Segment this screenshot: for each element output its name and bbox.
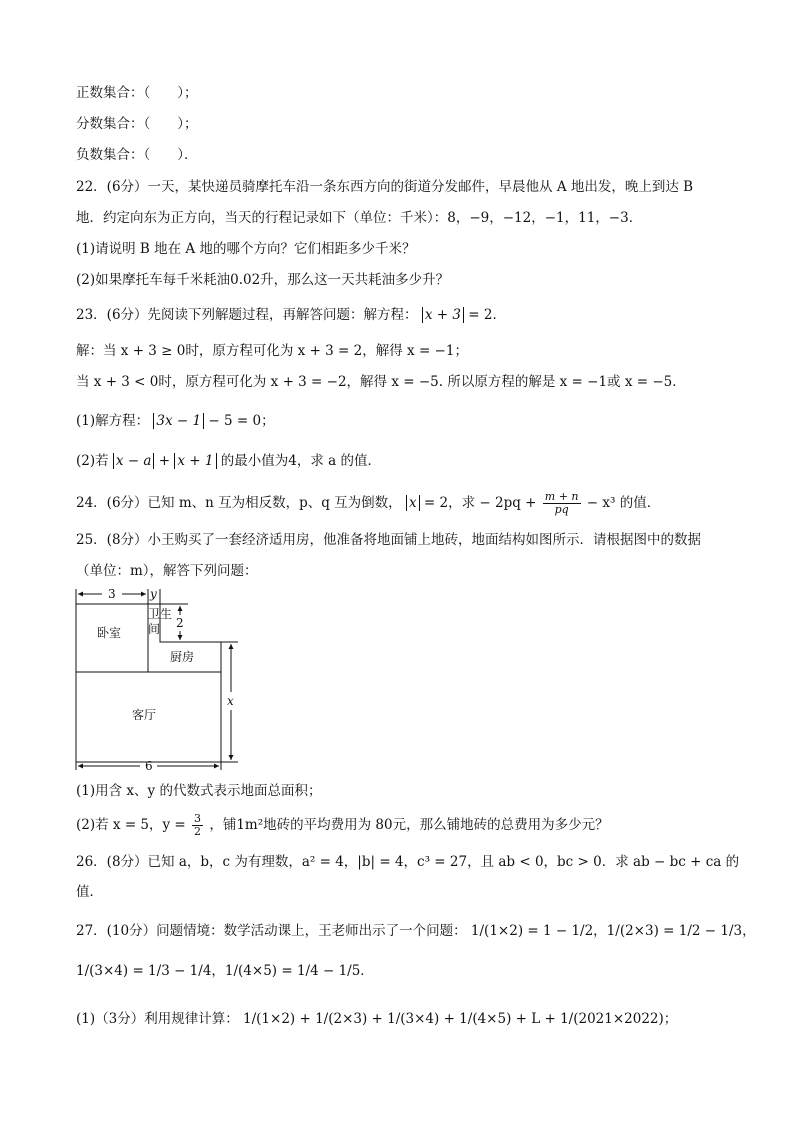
q25-y-numerator: 3 [194,812,202,825]
q22-line1: 22．(6分）一天，某快递员骑摩托车沿一条东西方向的街道分发邮件，早晨他从 A 地出发，晚上到达 B [76,179,694,195]
kitchen-label: 厨房 [170,650,195,664]
q25-p2-pre: (2)若 x = 5，y = [76,817,186,833]
fraction-set-line: 分数集合：（ ）； [76,116,198,132]
arrow-x-bottom [229,755,234,760]
arrow-3-left [78,592,83,597]
arrow-3-right [141,592,146,597]
arrow-6-left [78,764,83,769]
q27-intro [76,922,756,940]
bathroom-label-1: 卫生 [148,607,173,621]
q23-p2-plus: + [158,453,171,469]
q26-line2: 值． [76,884,103,900]
q24-post: − x³ 的值． [586,495,661,511]
q25-y-fraction [192,813,203,838]
q22-line2: 地．约定向东为正方向，当天的行程记录如下（单位：千米）：8，−9，−12，−1，11，−3． [76,210,643,226]
positive-set-line: 正数集合：（ ）； [76,85,198,101]
q25-p2-post: ，铺1m²地砖的平均费用为 80元，那么铺地砖的总费用为多少元？ [209,817,609,833]
q23-p2-abs2: x + 1 [174,453,216,469]
q23-solution-line2: 当 x + 3 < 0时，原方程可化为 x + 3 = −2，解得 x = −5. 所以原方程的解是 x = −1或 x = −5． [76,374,686,390]
q23-p1-post: − 5 = 0； [208,413,275,429]
q27-p1-sum: 1/(1×2) + 1/(2×3) + 1/(3×4) + 1/(4×5) + L + 1/(2021×2022)； [243,1011,678,1027]
q24-abs: x [406,495,420,511]
q27-example-2: 1/(3×4) = 1/3 − 1/4，1/(4×5) = 1/4 − 1/5． [76,963,374,979]
q25-part1: (1)用含 x、y 的代数式表示地面总面积； [76,783,322,799]
bedroom-label: 卧室 [97,626,122,640]
q23-intro [76,306,506,324]
q27-part1 [76,1010,677,1028]
q23-part2 [76,452,381,470]
q22-part1: (1)请说明 B 地在 A 地的哪个方向？它们相距多少千米？ [76,241,416,257]
q24-mid: = 2，求 − 2pq + [423,495,537,511]
q24-pre: 24．(6分）已知 m、n 互为相反数，p、q 互为倒数， [76,495,402,511]
living-room-label: 客厅 [132,708,157,722]
q24-fraction [543,491,581,516]
q24-denominator: pq [554,503,569,516]
q22-part2: (2)如果摩托车每千米耗油0.02升，那么这一天共耗油多少升？ [76,272,450,288]
q27-p1-pre: (1)（3分）利用规律计算： [76,1011,239,1027]
q25-line1: 25．(8分）小王购买了一套经济适用房，他准备将地面铺上地砖，地面结构如图所示．请根据图中的数据 [76,532,702,548]
arrow-2-top [178,606,183,611]
q23-p1-abs: 3x − 1 [153,413,204,429]
q23-p2-post: 的最小值为4，求 a 的值． [220,453,382,469]
q23-intro-text: 23．(6分）先阅读下列解题过程，再解答问题：解方程： [76,307,418,323]
dim-y-label: y [150,587,157,601]
q26-line1: 26．(8分）已知 a，b，c 为有理数，a² = 4，|b| = 4，c³ = 27，且 ab < 0，bc > 0．求 ab − bc + ca 的 [76,854,740,870]
bathroom-label-2: 间 [148,622,161,636]
dim-6-label: 6 [145,759,153,773]
arrow-6-right [214,764,219,769]
arrow-x-top [229,644,234,649]
q23-p1-pre: (1)解方程： [76,413,150,429]
q27-intro-text: 27．(10分）问题情境：数学活动课上，王老师出示了一个问题： [76,923,467,939]
negative-set-line: 负数集合：（ ）． [76,147,198,163]
q25-part2 [76,813,609,838]
dim-2-label: 2 [176,616,184,630]
floor-plan-figure [64,584,244,774]
arrow-2-bottom [178,635,183,640]
dim-x-label: x [227,694,234,708]
q23-intro-abs: x + 3 [422,307,464,323]
q25-line2: （单位：m），解答下列问题： [76,563,258,579]
q23-intro-rhs: = 2． [468,307,506,323]
q23-p2-abs1: x − a [113,453,155,469]
q24-line [76,491,660,516]
q23-part1 [76,412,275,430]
q23-p2-pre: (2)若 [76,453,109,469]
q27-example-1: 1/(1×2) = 1 − 1/2，1/(2×3) = 1/2 − 1/3， [470,923,756,939]
dim-3-label: 3 [108,587,116,601]
q23-solution-line1: 解：当 x + 3 ≥ 0时，原方程可化为 x + 3 = 2，解得 x = −1； [76,343,468,359]
q25-y-denominator: 2 [194,825,202,838]
q24-numerator: m + n [544,490,579,503]
